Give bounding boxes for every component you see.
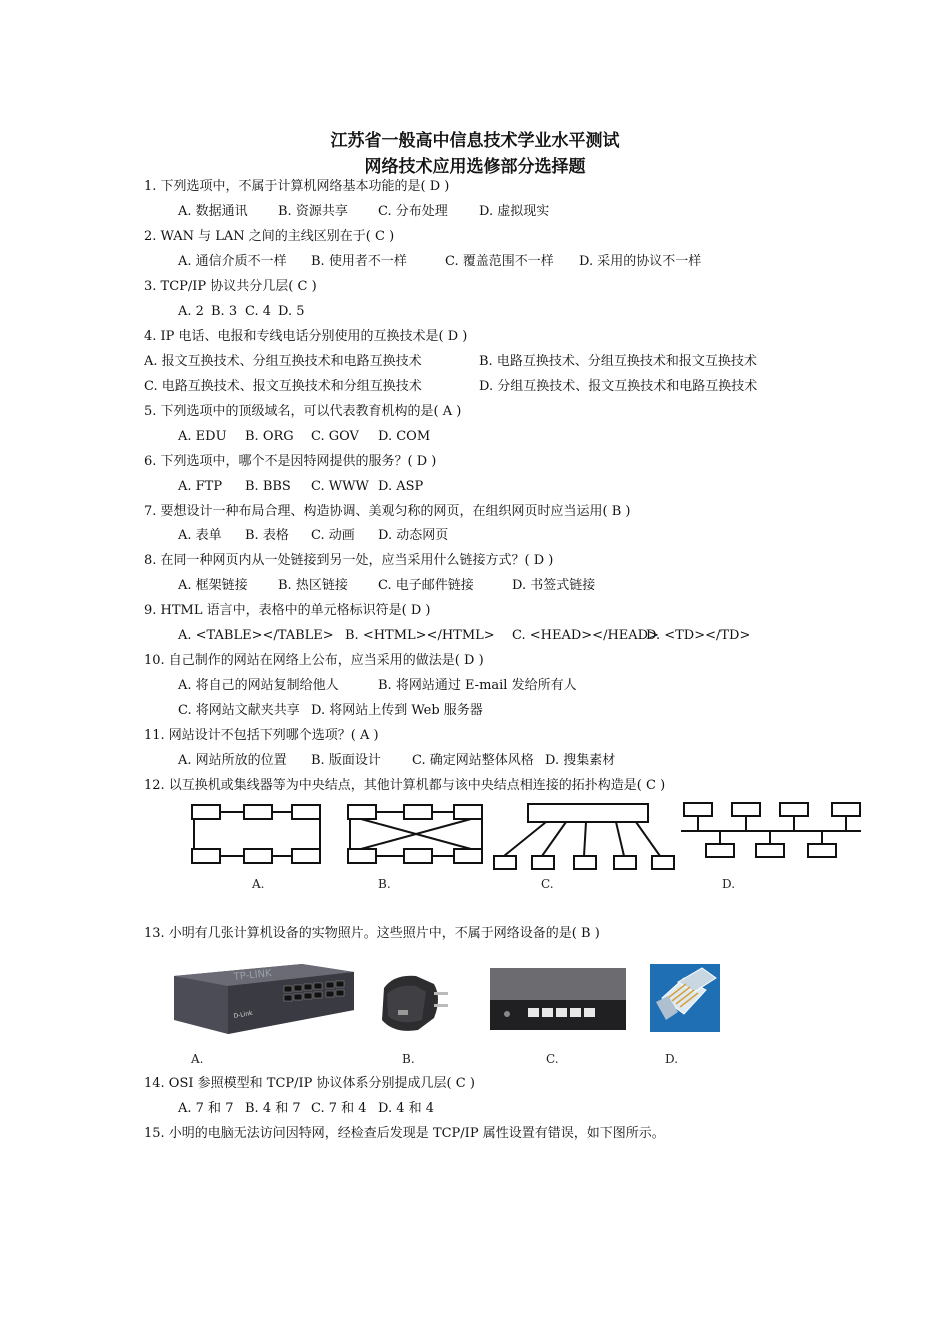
power-adapter-photo bbox=[382, 976, 448, 1031]
q3-option-b: B. 3 bbox=[211, 304, 238, 319]
q6-option-a: A. FTP bbox=[178, 479, 223, 494]
q9-option-a: A. <TABLE></TABLE> bbox=[178, 628, 334, 643]
doc-title: 江苏省一般高中信息技术学业水平测试 bbox=[330, 131, 620, 151]
hub-photo bbox=[490, 968, 626, 1030]
q2-option-c: C. 覆盖范围不一样 bbox=[445, 254, 554, 269]
mesh-topology-diagram bbox=[348, 805, 482, 863]
question-9: 9. HTML 语言中，表格中的单元格标识符是( D ) bbox=[144, 603, 431, 618]
q8-option-b: B. 热区链接 bbox=[278, 578, 348, 593]
device-photos bbox=[172, 958, 722, 1040]
bus-topology-diagram bbox=[681, 803, 861, 857]
q11-option-c: C. 确定网站整体风格 bbox=[412, 753, 534, 768]
q14-option-d: D. 4 和 4 bbox=[378, 1101, 435, 1116]
switch-photo bbox=[174, 964, 354, 1034]
q5-option-d: D. COM bbox=[378, 429, 431, 444]
q6-option-c: C. WWW bbox=[311, 479, 369, 494]
question-4: 4. IP 电话、电报和专线电话分别使用的互换技术是( D ) bbox=[144, 329, 468, 344]
q1-option-b: B. 资源共享 bbox=[278, 204, 348, 219]
q10-option-a: A. 将自己的网站复制给他人 bbox=[178, 678, 339, 693]
q3-option-c: C. 4 bbox=[245, 304, 272, 319]
q5-option-c: C. GOV bbox=[311, 429, 359, 444]
q1-option-d: D. 虚拟现实 bbox=[479, 204, 550, 219]
q10-option-c: C. 将网站文献夹共享 bbox=[178, 703, 300, 718]
q7-option-c: C. 动画 bbox=[311, 528, 355, 543]
q14-option-a: A. 7 和 7 bbox=[178, 1101, 234, 1116]
question-6: 6. 下列选项中，哪个不是因特网提供的服务？( D ) bbox=[144, 454, 437, 469]
q12-label-b: B. bbox=[378, 877, 391, 891]
question-7: 7. 要想设计一种布局合理、构造协调、美观匀称的网页，在组织网页时应当运用( B ) bbox=[144, 504, 631, 519]
question-15: 15. 小明的电脑无法访问因特网，经检查后发现是 TCP/IP 属性设置有错误，如下图所示。 bbox=[144, 1126, 665, 1141]
rj45-connector-photo bbox=[650, 964, 720, 1032]
q1-option-a: A. 数据通讯 bbox=[178, 204, 248, 219]
question-3: 3. TCP/IP 协议共分几层( C ) bbox=[144, 279, 317, 294]
switch-brand-text: TP-LINK bbox=[233, 968, 273, 983]
q4-option-d: D. 分组互换技术、报文互换技术和电路互换技术 bbox=[479, 379, 758, 394]
question-13: 13. 小明有几张计算机设备的实物照片。这些照片中，不属于网络设备的是( B ) bbox=[144, 926, 600, 941]
q7-option-d: D. 动态网页 bbox=[378, 528, 449, 543]
q4-option-c: C. 电路互换技术、报文互换技术和分组互换技术 bbox=[144, 379, 422, 394]
q5-option-a: A. EDU bbox=[178, 429, 227, 444]
q10-option-d: D. 将网站上传到 Web 服务器 bbox=[311, 703, 483, 718]
question-1: 1. 下列选项中，不属于计算机网络基本功能的是( D ) bbox=[144, 179, 450, 194]
switch-tag-text: D-Link bbox=[233, 1009, 254, 1020]
q4-option-b: B. 电路互换技术、分组互换技术和报文互换技术 bbox=[479, 354, 757, 369]
question-2: 2. WAN 与 LAN 之间的主线区别在于( C ) bbox=[144, 229, 395, 244]
question-10: 10. 自己制作的网站在网络上公布，应当采用的做法是( D ) bbox=[144, 653, 484, 668]
ring-topology-diagram bbox=[192, 805, 320, 863]
q10-option-b: B. 将网站通过 E-mail 发给所有人 bbox=[378, 678, 577, 693]
q3-option-a: A. 2 bbox=[178, 304, 204, 319]
q7-option-a: A. 表单 bbox=[178, 528, 222, 543]
q13-label-d: D. bbox=[665, 1052, 679, 1066]
q9-option-c: C. <HEAD></HEAD> bbox=[512, 628, 659, 643]
q1-option-c: C. 分布处理 bbox=[378, 204, 448, 219]
q8-option-d: D. 书签式链接 bbox=[512, 578, 596, 593]
q11-option-d: D. 搜集素材 bbox=[545, 753, 616, 768]
q6-option-b: B. BBS bbox=[245, 479, 291, 494]
q11-option-a: A. 网站所放的位置 bbox=[178, 753, 287, 768]
q8-option-c: C. 电子邮件链接 bbox=[378, 578, 474, 593]
q6-option-d: D. ASP bbox=[378, 479, 424, 494]
q13-label-a: A. bbox=[191, 1052, 204, 1066]
q2-option-b: B. 使用者不一样 bbox=[311, 254, 407, 269]
q13-label-b: B. bbox=[402, 1052, 415, 1066]
q9-option-b: B. <HTML></HTML> bbox=[345, 628, 495, 643]
doc-subtitle: 网络技术应用选修部分选择题 bbox=[364, 157, 586, 177]
q14-option-b: B. 4 和 7 bbox=[245, 1101, 301, 1116]
q3-option-d: D. 5 bbox=[278, 304, 305, 319]
q5-option-b: B. ORG bbox=[245, 429, 294, 444]
q13-label-c: C. bbox=[546, 1052, 559, 1066]
question-14: 14. OSI 参照模型和 TCP/IP 协议体系分别提成几层( C ) bbox=[144, 1076, 475, 1091]
q9-option-d: D. <TD></TD> bbox=[646, 628, 751, 643]
q14-option-c: C. 7 和 4 bbox=[311, 1101, 367, 1116]
question-8: 8. 在同一种网页内从一处链接到另一处，应当采用什么链接方式？( D ) bbox=[144, 553, 554, 568]
q12-label-c: C. bbox=[541, 877, 554, 891]
q11-option-b: B. 版面设计 bbox=[311, 753, 381, 768]
q8-option-a: A. 框架链接 bbox=[178, 578, 248, 593]
star-topology-diagram bbox=[494, 804, 674, 869]
topology-diagrams bbox=[186, 800, 866, 870]
q2-option-a: A. 通信介质不一样 bbox=[178, 254, 287, 269]
q12-label-a: A. bbox=[252, 877, 265, 891]
question-12: 12. 以互换机或集线器等为中央结点，其他计算机都与该中央结点相连接的拓扑构造是( C ) bbox=[144, 778, 666, 793]
q2-option-d: D. 采用的协议不一样 bbox=[579, 254, 702, 269]
q7-option-b: B. 表格 bbox=[245, 528, 289, 543]
question-5: 5. 下列选项中的顶级域名，可以代表教育机构的是( A ) bbox=[144, 404, 462, 419]
question-11: 11. 网站设计不包括下列哪个选项？( A ) bbox=[144, 728, 379, 743]
q4-option-a: A. 报文互换技术、分组互换技术和电路互换技术 bbox=[144, 354, 422, 369]
q12-label-d: D. bbox=[722, 877, 736, 891]
